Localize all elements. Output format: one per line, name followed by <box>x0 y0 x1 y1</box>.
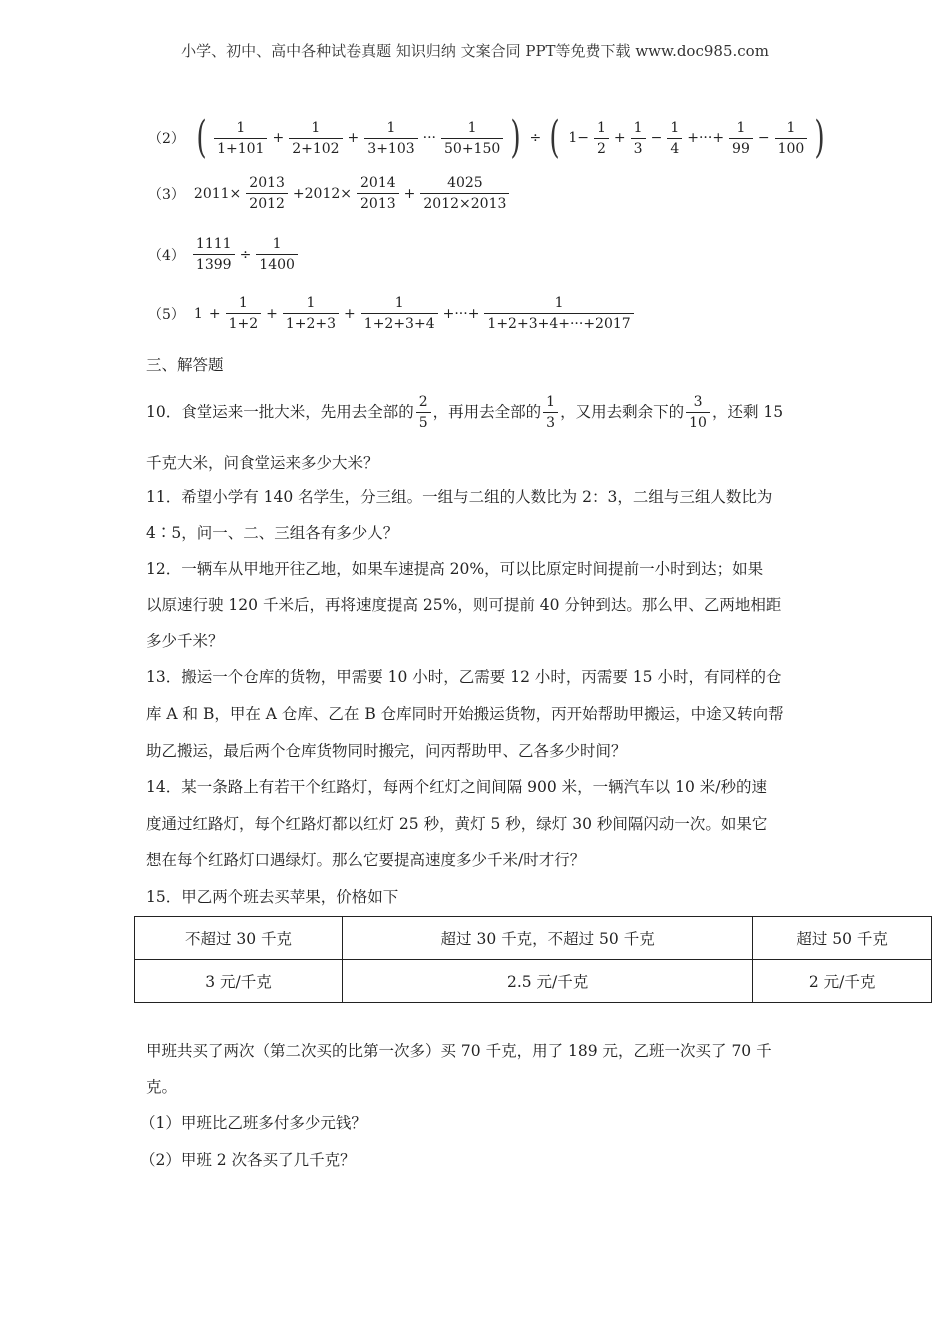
left-paren: ( <box>549 112 560 163</box>
table-cell: 2.5 元/千克 <box>342 960 752 1003</box>
question-15-intro: 15．甲乙两个班去买苹果，价格如下 <box>146 888 399 906</box>
left-paren: ( <box>196 112 207 163</box>
question-12-line1: 12．一辆车从甲地开往乙地，如果车速提高 20%，可以比原定时间提前一小时到达；如果 <box>146 560 764 578</box>
fraction: $\frac{1}{1+101}$ <box>214 121 267 156</box>
fraction: $\frac{1111}{1399}$ <box>193 237 235 272</box>
table-cell: 2 元/千克 <box>753 960 932 1003</box>
fraction: $\frac{1}{2+102}$ <box>289 121 342 156</box>
expression-label: （5） <box>148 306 185 323</box>
fraction: $\frac{1}{99}$ <box>729 121 753 156</box>
right-paren: ) <box>510 112 522 163</box>
table-header-cell: 超过 30 千克，不超过 50 千克 <box>342 917 752 960</box>
expression-2: （2） ( $\frac{1}{1+101}$ + $\frac{1}{2+102}$ + $\frac{1}{3+103}$ ··· $\frac{1}{50+150}$ ) ÷ ( 1− $\frac{1}{2}$ + $\frac{1}{3}$ − $\frac{1}{4}$ +···+ $\frac{1}{99}$ − $\frac{1}{100}$ ) <box>148 112 826 163</box>
question-11-line2: 4∶5，问一、二、三组各有多少人？ <box>146 524 399 542</box>
question-13-line3: 助乙搬运，最后两个仓库货物同时搬完，问丙帮助甲、乙各多少时间？ <box>146 742 627 760</box>
question-10-line1: 10．食堂运来一批大米，先用去全部的 $\frac{2}{5}$ ，再用去全部的 $\frac{1}{3}$ ，又用去剩余下的 $\frac{3}{10}$ ，还剩 15 <box>146 394 784 431</box>
fraction: $\frac{1}{1+2+3+4+\cdot\cdot\cdot+2017}$ <box>484 296 633 331</box>
fraction: $\frac{1}{1+2+3+4}$ <box>361 296 438 331</box>
right-paren: ) <box>814 112 826 163</box>
table-header-cell: 超过 50 千克 <box>753 917 932 960</box>
question-13-line1: 13．搬运一个仓库的货物，甲需要 10 小时，乙需要 12 小时，丙需要 15 小时，有同样的仓 <box>146 668 782 686</box>
table-row <box>135 960 932 1003</box>
fraction: $\frac{4025}{2012\times 2013}$ <box>420 176 509 211</box>
price-table <box>134 916 932 1003</box>
question-15-sub1: （1）甲班比乙班多付多少元钱？ <box>140 1114 367 1132</box>
fraction: $\frac{1}{2}$ <box>594 121 609 156</box>
expression-5: （5） 1 + $\frac{1}{1+2}$ + $\frac{1}{1+2+3}$ + $\frac{1}{1+2+3+4}$ +···+ $\frac{1}{1+2+3+4+\cdot\cdot\cdot+2017}$ <box>148 296 636 331</box>
fraction: $\frac{1}{1+2+3}$ <box>283 296 339 331</box>
question-12-line3: 多少千米？ <box>146 632 224 650</box>
fraction: $\frac{1}{100}$ <box>775 121 808 156</box>
fraction: $\frac{2014}{2013}$ <box>357 176 399 211</box>
fraction: $\frac{1}{3+103}$ <box>364 121 417 156</box>
question-15-sub2: （2）甲班 2 次各买了几千克？ <box>140 1151 356 1169</box>
page-header: 小学、初中、高中各种试卷真题 知识归纳 文案合同 PPT等免费下载 www.doc985.com <box>181 42 769 60</box>
question-12-line2: 以原速行驶 120 千米后，再将速度提高 25%，则可提前 40 分钟到达。那么甲、乙两地相距 <box>146 596 782 614</box>
fraction: $\frac{1}{4}$ <box>667 121 682 156</box>
fraction: $\frac{1}{3}$ <box>631 121 646 156</box>
question-14-line2: 度通过红路灯，每个红路灯都以红灯 25 秒，黄灯 5 秒，绿灯 30 秒间隔闪动一次。如果它 <box>146 815 768 833</box>
question-11-line1: 11．希望小学有 140 名学生，分三组。一组与二组的人数比为 2：3，二组与三组人数比为 <box>146 488 773 506</box>
expression-label: （3） <box>148 186 185 203</box>
fraction: $\frac{1}{50+150}$ <box>441 121 503 156</box>
table-row <box>135 917 932 960</box>
fraction: $\frac{2}{5}$ <box>416 395 431 430</box>
fraction: $\frac{3}{10}$ <box>686 395 710 430</box>
question-14-line1: 14．某一条路上有若干个红路灯，每两个红灯之间间隔 900 米，一辆汽车以 10 米/秒的速 <box>146 778 767 796</box>
question-15-body-line2: 克。 <box>146 1078 178 1096</box>
section-title: 三、解答题 <box>146 356 224 374</box>
expression-3: （3） 2011× $\frac{2013}{2012}$ +2012× $\frac{2014}{2013}$ + $\frac{4025}{2012\times 2013}$ <box>148 176 511 211</box>
fraction: $\frac{1}{1400}$ <box>256 237 298 272</box>
table-cell: 3 元/千克 <box>135 960 343 1003</box>
fraction: $\frac{1}{3}$ <box>543 395 558 430</box>
expression-label: （4） <box>148 247 185 264</box>
question-10-line2: 千克大米，问食堂运来多少大米？ <box>146 454 379 472</box>
question-13-line2: 库 A 和 B，甲在 A 仓库、乙在 B 仓库同时开始搬运货物，丙开始帮助甲搬运，中途又转向帮 <box>146 705 784 723</box>
question-14-line3: 想在每个红路灯口遇绿灯。那么它要提高速度多少千米/时才行？ <box>146 851 586 869</box>
table-header-cell: 不超过 30 千克 <box>135 917 343 960</box>
question-15-body-line1: 甲班共买了两次（第二次买的比第一次多）买 70 千克，用了 189 元，乙班一次买了 70 千 <box>146 1042 772 1060</box>
fraction: $\frac{1}{1+2}$ <box>226 296 262 331</box>
fraction: $\frac{2013}{2012}$ <box>246 176 288 211</box>
expression-4: （4） $\frac{1111}{1399}$ ÷ $\frac{1}{1400}$ <box>148 237 300 272</box>
expression-label: （2） <box>148 131 185 147</box>
